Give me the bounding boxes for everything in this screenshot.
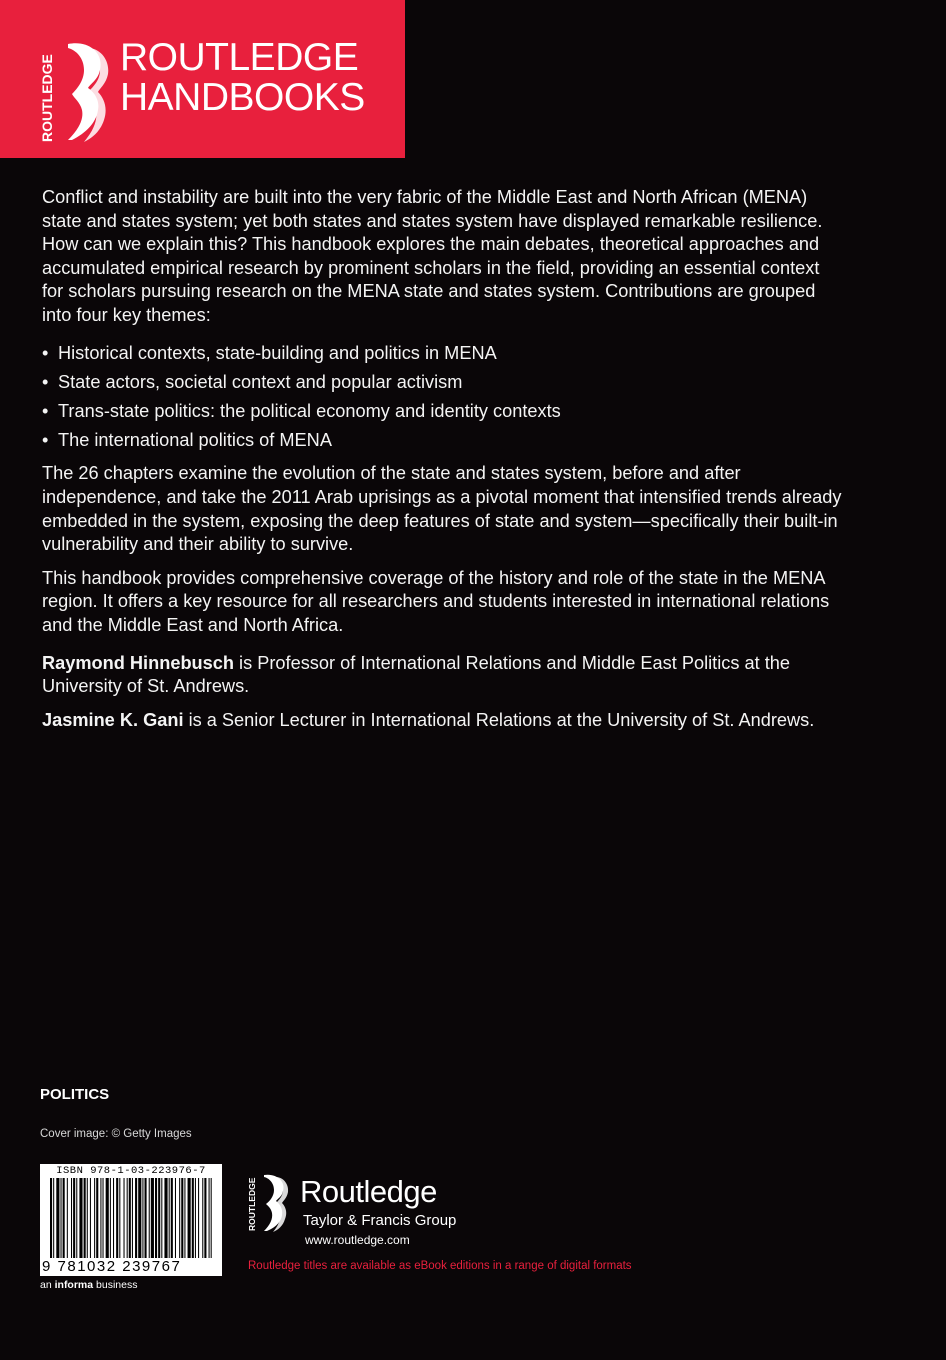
barcode-bar <box>145 1178 147 1258</box>
barcode-bar <box>149 1178 150 1258</box>
barcode-bar <box>169 1178 170 1258</box>
barcode-bar <box>192 1178 194 1258</box>
barcode-bar <box>181 1178 183 1258</box>
routledge-publisher-logo-icon <box>246 1171 290 1233</box>
barcode-bar <box>56 1178 59 1258</box>
barcode-bar <box>202 1178 203 1258</box>
theme-item: • The international politics of MENA <box>42 429 842 453</box>
barcode-bar <box>87 1178 88 1258</box>
informa-suffix: business <box>93 1279 138 1291</box>
barcode-bar <box>138 1178 141 1258</box>
publisher-logo-text: ROUTLEDGE <box>247 1177 257 1231</box>
barcode-bar <box>110 1178 111 1258</box>
book-description <box>42 186 842 742</box>
editor-bio <box>42 709 842 733</box>
barcode-bar <box>195 1178 196 1258</box>
barcode-bar <box>116 1178 118 1258</box>
barcode-bar <box>127 1178 128 1258</box>
barcode-bar <box>76 1178 77 1258</box>
series-title-line1: ROUTLEDGE <box>120 36 359 79</box>
banner-logo-text: ROUTLEDGE <box>39 54 55 142</box>
barcode-bar <box>63 1178 65 1258</box>
theme-item: • Trans-state politics: the political economy and identity contexts <box>42 400 842 424</box>
isbn-digits: 9 781032 239767 <box>42 1258 182 1275</box>
barcode-bar <box>135 1178 137 1258</box>
barcode-bar <box>106 1178 109 1258</box>
isbn-label: ISBN 978-1-03-223976-7 <box>56 1165 206 1177</box>
barcode-bar <box>151 1178 154 1258</box>
chapters-paragraph: The 26 chapters examine the evolution of the state and states system, before and after independence, and take the 2011 Arab uprisings as a pivotal moment that intensified trends already embedded in the system, exposing the deep features of state and system—specifically their built-in vulnerability and their ability to survive. <box>42 463 842 555</box>
barcode-bar <box>211 1178 212 1258</box>
informa-business-line <box>40 1279 137 1291</box>
barcode-bar <box>132 1178 133 1258</box>
publisher-name: Routledge <box>300 1174 437 1209</box>
ebook-availability-note: Routledge titles are available as eBook editions in a range of digital formats <box>248 1260 632 1272</box>
barcode-bar <box>129 1178 131 1258</box>
barcode-bars <box>50 1178 212 1258</box>
editor-name: Jasmine K. Gani <box>42 709 184 730</box>
coverage-paragraph: This handbook provides comprehensive coverage of the history and role of the state in the MENA region. It offers a key resource for all researchers and students interested in international relations and the Middle East and North Africa. <box>42 567 830 635</box>
publisher-url[interactable]: www.routledge.com <box>305 1233 410 1247</box>
barcode-bar <box>79 1178 82 1258</box>
barcode-bar <box>161 1178 162 1258</box>
editor-bio-text: is Professor of International Relations and Middle East Politics at the University of St. Andrews. <box>42 652 791 697</box>
barcode-bar <box>198 1178 199 1258</box>
barcode-bar <box>67 1178 68 1258</box>
routledge-logo-icon <box>38 38 118 146</box>
barcode-bar <box>53 1178 54 1258</box>
barcode-bar <box>90 1178 91 1258</box>
barcode-bar <box>71 1178 72 1258</box>
barcode-bar <box>171 1178 173 1258</box>
theme-item: • State actors, societal context and popular activism <box>42 371 842 395</box>
series-title-line2: HANDBOOKS <box>120 76 365 119</box>
barcode-bar <box>175 1178 176 1258</box>
barcode-bar <box>100 1178 101 1258</box>
isbn-barcode <box>40 1164 222 1276</box>
barcode-bar <box>50 1178 52 1258</box>
barcode-bar <box>119 1178 120 1258</box>
barcode-bar <box>179 1178 180 1258</box>
barcode-bar <box>184 1178 185 1258</box>
barcode-bar <box>61 1178 62 1258</box>
barcode-bar <box>84 1178 86 1258</box>
barcode-bar <box>124 1178 125 1258</box>
series-banner <box>0 0 405 158</box>
barcode-bar <box>188 1178 191 1258</box>
editor-name: Raymond Hinnebusch <box>42 652 234 673</box>
cover-credit: Cover image: © Getty Images <box>40 1128 192 1140</box>
editor-bio-text: is a Senior Lecturer in International Relations at the University of St. Andrews. <box>183 709 815 730</box>
barcode-bar <box>164 1178 167 1258</box>
barcode-bar <box>94 1178 95 1258</box>
barcode-bar <box>204 1178 206 1258</box>
informa-prefix: an <box>40 1279 55 1291</box>
intro-paragraph: Conflict and instability are built into the very fabric of the Middle East and North African (MENA) state and states system; yet both states and states system have displayed remarkable resilience. How can we explain this? This handbook explores the main debates, theoretical approaches and accumulated empirical research by prominent scholars in the field, providing an essential context for scholars pursuing research on the MENA state and states system. Contributions are grouped into four key themes: <box>42 187 823 325</box>
subject-category: POLITICS <box>40 1086 110 1103</box>
editor-bio <box>42 652 842 699</box>
barcode-bar <box>158 1178 160 1258</box>
barcode-bar <box>142 1178 143 1258</box>
barcode-bar <box>73 1178 75 1258</box>
themes-list <box>42 342 842 453</box>
barcode-bar <box>209 1178 210 1258</box>
barcode-bar <box>96 1178 98 1258</box>
informa-brand: informa <box>54 1279 94 1291</box>
series-title <box>120 38 365 118</box>
barcode-bar <box>155 1178 157 1258</box>
publisher-group: Taylor & Francis Group <box>303 1212 457 1229</box>
theme-item: • Historical contexts, state-building and politics in MENA <box>42 342 842 366</box>
barcode-bar <box>113 1178 114 1258</box>
barcode-bar <box>103 1178 104 1258</box>
